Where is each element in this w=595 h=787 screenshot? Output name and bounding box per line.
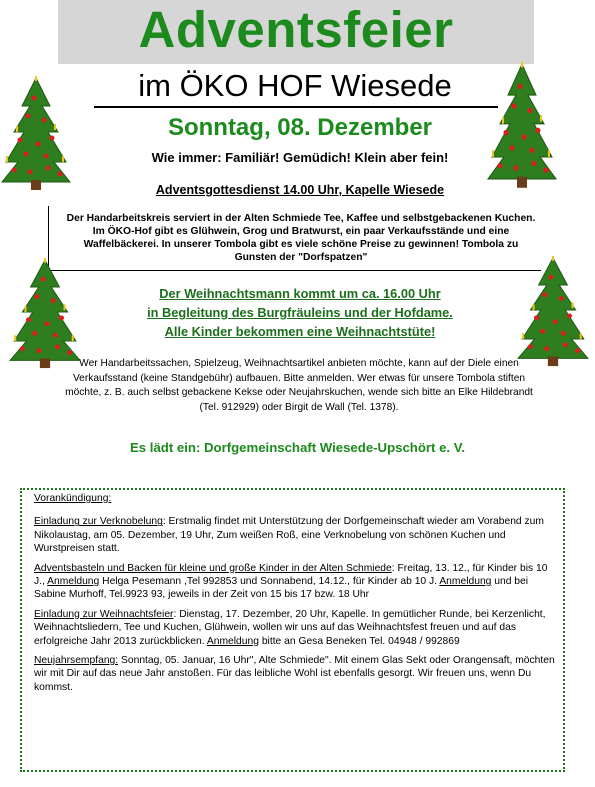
registration-label: Anmeldung xyxy=(206,635,259,647)
event-weihnachtsfeier xyxy=(34,608,559,648)
santa-line-1: Der Weihnachtsmann kommt um ca. 16.00 Uhr xyxy=(159,286,441,301)
preview-content xyxy=(34,492,559,700)
invitation: Es lädt ein: Dorfgemeinschaft Wiesede-Upschört e. V. xyxy=(129,440,466,455)
registration-label: Anmeldung xyxy=(47,576,100,588)
preview-heading: Vorankündigung: xyxy=(34,493,112,504)
christmas-tree-icon xyxy=(0,76,72,192)
event-basteln-text-b: Helga Pesemann ,Tel 992853 und Sonnabend, 14.12., für Kinder ab 10 J. xyxy=(99,576,440,588)
event-knobel-label: Einladung zur Verknobelung xyxy=(34,516,163,528)
event-knobel xyxy=(34,515,559,555)
event-date: Sonntag, 08. Dezember xyxy=(167,114,433,141)
event-weihnachtsfeier-text-a: : Dienstag, 17. Dezember, 20 Uhr, Kapelle. In gemütlicher Runde, bei Kerzenlicht, Weihnachtsliedern, Tee und Kuchen, Glühwein, wollen wir uns auf das Weihnachtsfest freuen und auf das erfolgreiche Jahr 2013 zurückblicken. xyxy=(34,608,546,647)
church-service: Adventsgottesdienst 14.00 Uhr, Kapelle Wiesede xyxy=(155,183,445,197)
event-basteln-label: Adventsbasteln und Backen für kleine und große Kinder in der Alten Schmiede xyxy=(34,562,392,574)
sellers-text: Wer Handarbeitssachen, Spielzeug, Weihnachtsartikel anbieten möchte, kann auf der Diele einen Verkaufsstand (keine Standgebühr) aufbauen. Bitte anmelden. Wer etwas für unsere Tombola stiften möchte, z. B. auch selbst gebackene Kekse oder Neujahrskuchen, wende sich bitte an Elke Hildebrandt (Tel. 912929) oder Birgit de Wall (Tel. 1378). xyxy=(65,358,533,413)
christmas-tree-icon xyxy=(486,62,558,190)
event-weihnachtsfeier-text-b: bitte an Gesa Beneken Tel. 04948 / 992869 xyxy=(258,635,460,647)
santa-line-2: in Begleitung des Burgfräuleins und der Hofdame. xyxy=(147,305,453,320)
event-basteln-text-a: : Freitag, 13. 12., für Kinder bis 10 J., xyxy=(34,562,548,588)
event-weihnachtsfeier-label: Einladung zur Weihnachtsfeier xyxy=(34,608,174,620)
event-basteln xyxy=(34,562,559,602)
page-subtitle: im ÖKO HOF Wiesede xyxy=(138,68,452,103)
event-neujahr-text: Sonntag, 05. Januar, 16 Uhr", Alte Schmiede". Mit einem Glas Sekt oder Orangensaft, möchten wir mit Dir auf das neue Jahr anstoßen. Für das leibliche Wohl ist ebenfalls gesorgt. Wir freuen uns, wenn Du kommst. xyxy=(34,655,555,693)
event-neujahr xyxy=(34,654,559,694)
event-knobel-text: : Erstmalig findet mit Unterstützung der Dorfgemeinschaft wieder am Vorabend zum Nikolaustag, am 05. Dezember, 19 Uhr, Zum weißen Roß, eine Verknobelung von schönen Kuchen und Wurstpreisen statt. xyxy=(34,516,544,555)
subtitle-underline xyxy=(94,106,498,108)
tagline: Wie immer: Familiär! Gemüdich! Klein aber fein! xyxy=(151,150,449,165)
event-basteln-text-c: und bei Sabine Murhoff, Tel.9923 93, jeweils in der Zeit von 15 bis 17 bzw. 18 Uhr xyxy=(34,576,529,601)
page-title: Adventsfeier xyxy=(138,1,454,58)
registration-label: Anmeldung xyxy=(439,576,492,588)
intro-text: Der Handarbeitskreis serviert in der Alten Schmiede Tee, Kaffee und selbstgebackenen Kuchen. Im ÖKO-Hof gibt es Glühwein, Grog und Bratwurst, ein paar Verkaufsstände und eine Waffelbäckerei. In unserer Tombola gibt es viele schöne Preise zu gewinnen! Tombola zu Gunsten der "Dorfspatzen" xyxy=(66,213,536,263)
christmas-tree-icon xyxy=(516,256,590,368)
santa-line-3: Alle Kinder bekommen eine Weihnachtstüte! xyxy=(164,324,436,339)
christmas-tree-icon xyxy=(8,258,82,370)
event-neujahr-label: Neujahrsempfang: xyxy=(34,655,119,667)
santa-announcement xyxy=(80,284,520,341)
